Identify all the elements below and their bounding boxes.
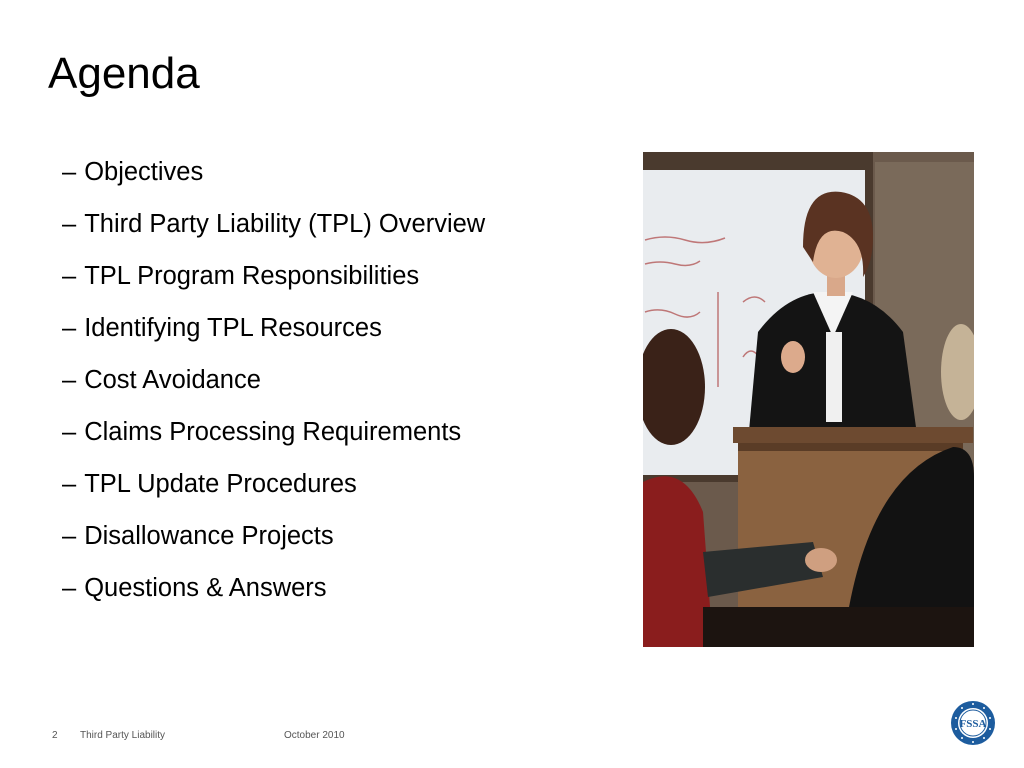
agenda-item: – TPL Update Procedures <box>62 470 357 498</box>
footer-title: Third Party Liability <box>80 730 166 741</box>
svg-text:FSSA: FSSA <box>959 718 987 730</box>
agenda-item: – Cost Avoidance <box>62 366 261 394</box>
presenter-photo <box>643 152 974 647</box>
agenda-item: – Objectives <box>62 158 204 186</box>
agenda-item: – Claims Processing Requirements <box>62 418 462 446</box>
agenda-item: – Disallowance Projects <box>62 522 334 550</box>
slide-title: Agenda <box>48 49 200 98</box>
agenda-item: – Questions & Answers <box>62 574 327 602</box>
footer-date: October 2010 <box>284 730 345 741</box>
agenda-list <box>62 146 485 614</box>
page-number: 2 <box>52 730 58 741</box>
fssa-seal-icon <box>950 700 996 746</box>
agenda-item: – Third Party Liability (TPL) Overview <box>62 210 486 238</box>
agenda-item: – Identifying TPL Resources <box>62 314 382 342</box>
agenda-item: – TPL Program Responsibilities <box>62 262 420 290</box>
